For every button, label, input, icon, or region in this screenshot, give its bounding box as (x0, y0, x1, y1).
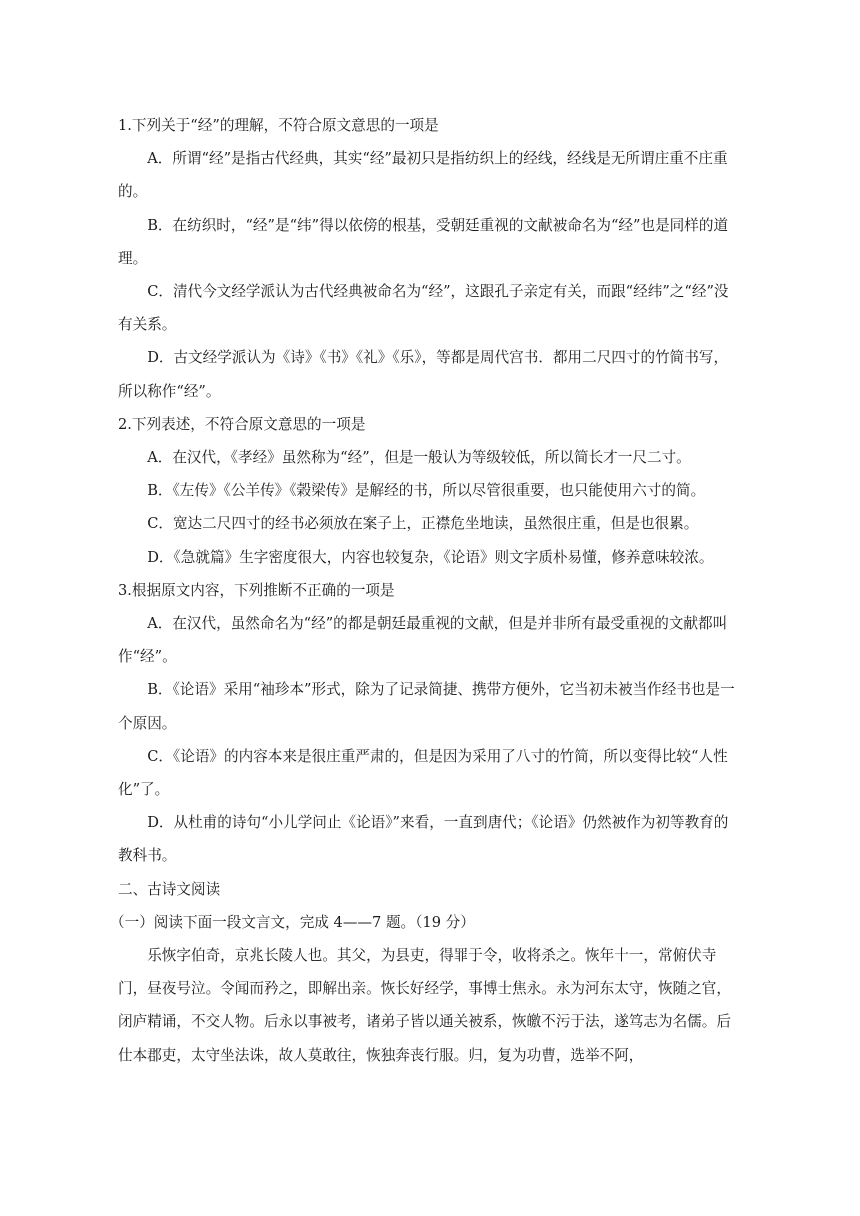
question-1-option-d: D．古文经学派认为《诗》《书》《礼》《乐》，等都是周代宫书．都用二尺四寸的竹简书写，所以称作“经”。 (118, 349, 729, 400)
question-2-stem: 2.下列表述，不符合原文意思的一项是 (118, 415, 366, 433)
question-3-stem: 3.根据原文内容，下列推断不正确的一项是 (118, 581, 395, 599)
question-1-option-b: B．在纺织时，“经”是“纬”得以依傍的根基，受朝廷重视的文献被命名为“经”也是同样的道理。 (118, 216, 729, 267)
question-3-option-a: A．在汉代，虽然命名为“经”的都是朝廷最重视的文献，但是并非所有最受重视的文献都叫作“经”。 (118, 615, 728, 666)
question-3-option-b: B．《论语》采用“袖珍本”形式，除为了记录简捷、携带方便外，它当初未被当作经书也是一个原因。 (118, 681, 735, 732)
passage-text: 乐恢字伯奇，京兆长陵人也。其父，为县吏，得罪于令，收将杀之。恢年十一，常俯伏寺门，昼夜号泣。令闻而矜之，即解出亲。恢长好经学，事博士焦永。永为河东太守，恢随之官，闭庐精诵，不交人物。后永以事被考，诸弟子皆以通关被系，恢皦不污于法，遂笃志为名儒。后仕本郡吏，太守坐法诛，故人莫敢往，恢独奔丧行服。归，复为功曹，选举不阿， (118, 947, 731, 1064)
question-3-option-d: D．从杜甫的诗句“小儿学问止《论语》”来看，一直到唐代；《论语》仍然被作为初等教育的教科书。 (118, 814, 729, 865)
question-3-option-c: C．《论语》的内容本来是很庄重严肃的，但是因为采用了八寸的竹简，所以变得比较“人性化”了。 (118, 747, 728, 799)
subsection-title: （一）阅读下面一段文言文，完成 4——7 题。（19 分） (110, 913, 475, 931)
question-2-option-a: A．在汉代，《孝经》虽然称为“经”，但是一般认为等级较低，所以简长才一尺二寸。 (147, 449, 691, 467)
question-2-option-d: D．《急就篇》生字密度很大，内容也较复杂，《论语》则文字质朴易懂，修养意味较浓。 (147, 548, 714, 566)
question-2-option-b: B．《左传》《公羊传》《榖梁传》是解经的书，所以尽管很重要，也只能使用六寸的简。 (147, 482, 706, 500)
document-page (110, 109, 738, 1072)
section-title: 二、古诗文阅读 (118, 880, 221, 898)
question-1-stem: 1.下列关于“经”的理解，不符合原文意思的一项是 (118, 117, 439, 134)
question-2-option-c: C．宽达二尺四寸的经书必须放在案子上，正襟危坐地读，虽然很庄重，但是也很累。 (147, 515, 699, 533)
question-1-option-a: A．所谓“经”是指古代经典，其实“经”最初只是指纺织上的经线，经线是无所谓庄重不庄重的。 (118, 150, 728, 201)
question-1-option-c: C．清代今文经学派认为古代经典被命名为“经”，这跟孔子亲定有关，而跟“经纬”之“经”没有关系。 (118, 283, 729, 334)
